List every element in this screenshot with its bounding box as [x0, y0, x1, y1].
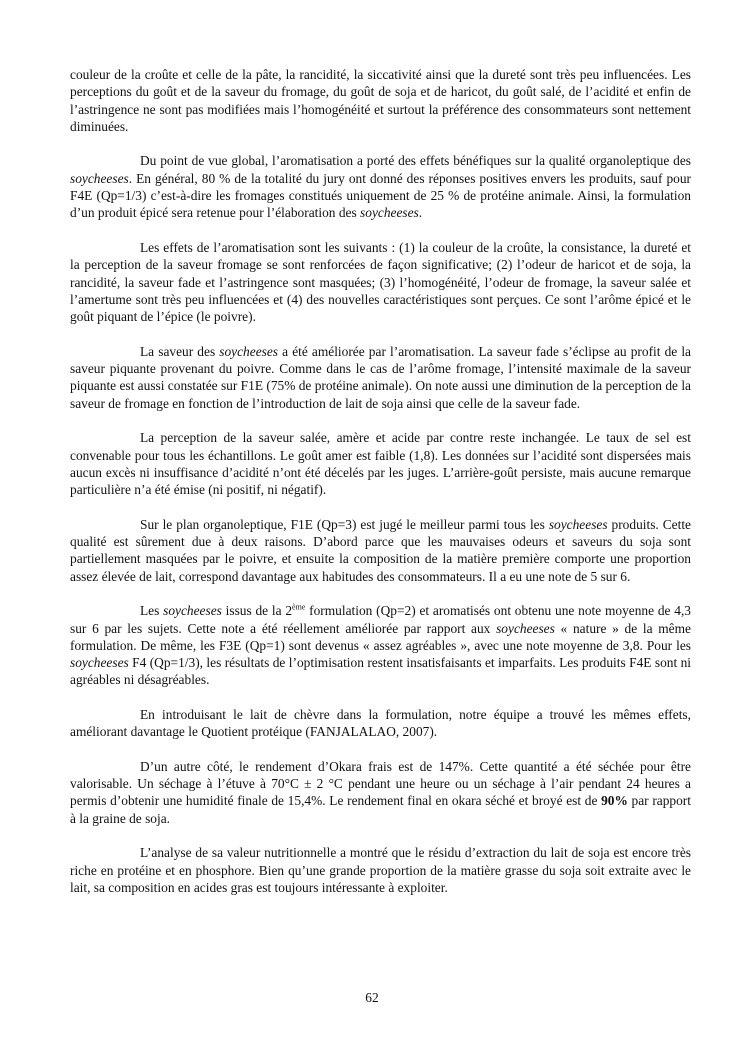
italic-term: soycheeses — [219, 343, 279, 359]
paragraph-2 — [70, 152, 691, 221]
paragraph-7 — [70, 602, 691, 688]
paragraph-5: La perception de la saveur salée, amère et acide par contre reste inchangée. Le taux de sel est convenable pour tous les échantillons. Le goût amer est faible (1,8). Les données sur l’acidité sont dispersées mais aucun excès ni insuffisance d’acidité n’ont été décelés par les juges. L’arrière-goût persiste, mais aucune remarque particulière n’a été émise (ni positif, ni négatif). — [70, 430, 691, 498]
text: F4 (Qp=1/3), les résultats de l’optimisation restent insatisfaisants et imparfaits. Les produits F4E sont ni agréables ni désagréables. — [70, 655, 691, 688]
paragraph-1: couleur de la croûte et celle de la pâte, la rancidité, la siccativité ainsi que la dureté sont très peu influencées. Les perceptions du goût et de la saveur du fromage, du goût de soja et de haricot, du goût salé, de l’acidité et enfin de l’astringence ne sont pas modifiées mais l’homogénéité et surtout la préférence des consommateurs sont nettement diminuées. — [70, 67, 691, 134]
text: produits. Cette qualité est sûrement due à deux raisons. D’abord parce que les mauvaises odeurs et saveurs du soja sont partiellement masquées par le poivre, et ensuite la composition de la matière première comporte une proportion assez élevée de lait, correspond davantage aux habitudes des consommateurs. Il a eu une note de 5 sur 6. — [70, 516, 691, 584]
text: issus de la 2 — [221, 603, 293, 619]
italic-term: soycheeses — [70, 170, 129, 186]
paragraph-3: Les effets de l’aromatisation sont les suivants : (1) la couleur de la croûte, la consistance, la dureté et la perception de la saveur fromage se sont renforcées de façon significative; (2) l’odeur de haricot et de soja, la rancidité, la saveur fade et l’astringence sont masquées; (3) l’homogénéité, l’odeur de fromage, la saveur salée et l’amertume sont très peu influencées et (4) des nouvelles caractéristiques sont perçues. Ce sont l’arôme épicé et le goût piquant de l’épice (le poivre). — [70, 239, 691, 325]
text: a été améliorée par l’aromatisation. La saveur fade s’éclipse au profit de la saveur piquante provenant du poivre. Comme dans le cas de l’arôme fromage, l’intensité maximale de la saveur piquante est aussi constatée sur F1E (75% de protéine animale). On note aussi une diminution de la perception de la saveur de fromage en fonction de l’introduction de lait de soja ainsi que celle de la saveur fade. — [70, 343, 692, 411]
italic-term: soycheeses — [163, 603, 222, 619]
document-body — [70, 66, 691, 914]
superscript: ème — [292, 602, 306, 612]
text: . — [418, 205, 423, 221]
text: formulation (Qp=2) et aromatisés ont obtenu une note moyenne de 4,3 sur 6 par les sujets. Cette note a été réellement améliorée par rapport aux — [70, 603, 691, 636]
text: Les — [140, 603, 164, 619]
italic-term: soycheeses — [360, 205, 419, 221]
italic-term: soycheeses — [548, 516, 608, 532]
italic-term: soycheeses — [70, 655, 129, 671]
text: D’un autre côté, le rendement d’Okara frais est de 147%. Cette quantité a été séchée pour être valorisable. Un séchage à l’étuve à 70°C ± 2 °C pendant une heure ou un séchage à l’air pendant 24 heures a permis d’obtenir une humidité finale de 15,4%. Le rendement final en okara séché et broyé est de — [70, 758, 691, 809]
paragraph-9 — [70, 758, 691, 827]
paragraph-4 — [70, 343, 691, 412]
text: Sur le plan organoleptique, F1E (Qp=3) est jugé le meilleur parmi tous les — [140, 516, 549, 532]
text: « nature » de la même formulation. De même, les F3E (Qp=1) sont devenus « assez agréables », avec une note moyenne de 3,8. Pour les — [70, 620, 691, 653]
text: par rapport à la graine de soja. — [70, 793, 691, 826]
italic-term: soycheeses — [496, 620, 555, 636]
paragraph-6 — [70, 516, 691, 585]
text: . En général, 80 % de la totalité du jury ont donné des réponses positives envers les produits, sauf pour F4E (Qp=1/3) c’est-à-dire les fromages constitués uniquement de 25 % de protéine animale. Ainsi, la formulation d’un produit épicé sera retenue pour l’élaboration des — [70, 170, 691, 221]
text: Du point de vue global, l’aromatisation a porté des effets bénéfiques sur la qualité organoleptique des — [140, 153, 691, 169]
paragraph-8: En introduisant le lait de chèvre dans la formulation, notre équipe a trouvé les mêmes effets, améliorant davantage le Quotient protéique (FANJALALAO, 2007). — [70, 706, 691, 740]
bold-value: 90% — [601, 793, 628, 809]
text: La saveur des — [140, 343, 220, 359]
paragraph-10: L’analyse de sa valeur nutritionnelle a montré que le résidu d’extraction du lait de soja est encore très riche en protéine et en phosphore. Bien qu’une grande proportion de la matière grasse du soja soit extraite avec le lait, sa composition en acides gras est toujours intéressante à exploiter. — [70, 845, 691, 895]
page-number: 62 — [365, 990, 379, 1005]
